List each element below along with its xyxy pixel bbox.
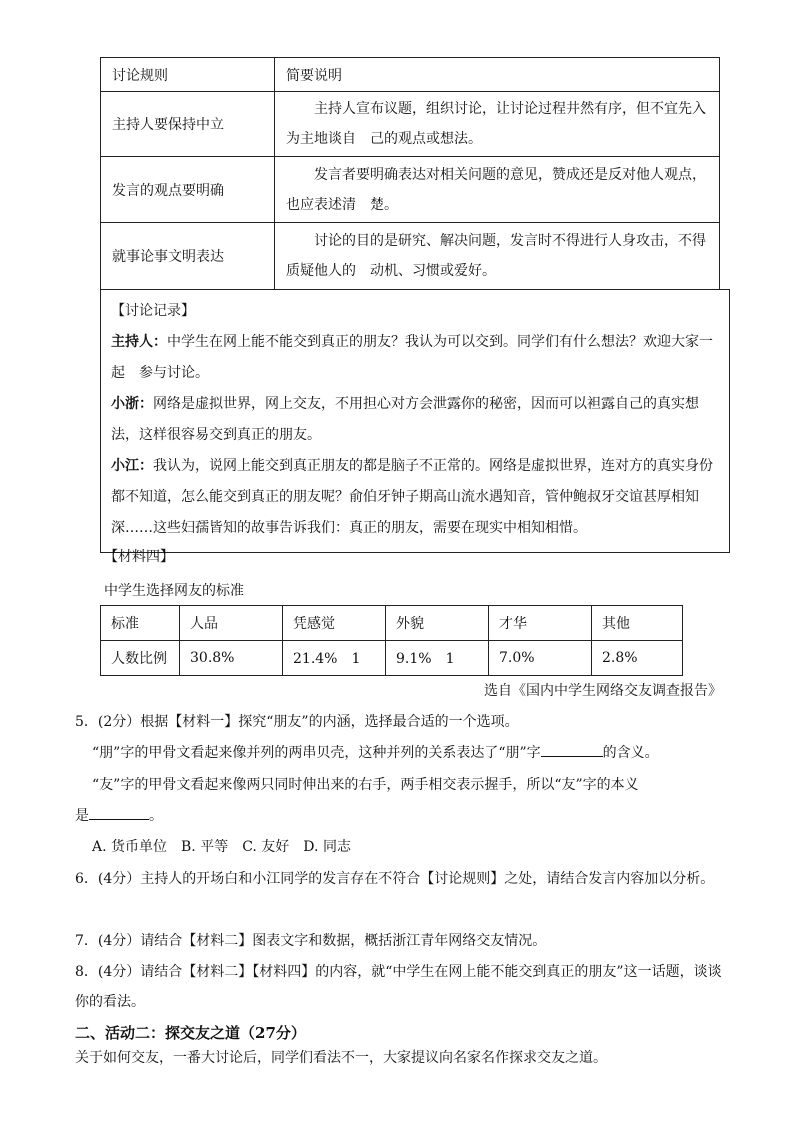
rules-row (101, 157, 720, 223)
q5-text: 。 (149, 808, 163, 824)
material4-caption: 中学生选择网友的标准 (104, 583, 244, 599)
rules-header-row (101, 58, 720, 92)
criteria-value-cell: 人数比例 (101, 641, 180, 676)
answer-blank[interactable] (89, 803, 149, 820)
rules-row (101, 92, 720, 157)
section-2-title: 二、活动二：探交友之道（27分） (75, 1024, 306, 1042)
criteria-header-cell: 凭感觉 (283, 606, 386, 641)
question-5-line3 (75, 801, 725, 831)
rule-desc: 主持人宣布议题，组织讨论，让讨论过程井然有序，但不宜先入为主地谈自 己的观点或想法。 (286, 101, 706, 147)
rule-name: 发言的观点要明确 (101, 157, 275, 223)
answer-blank[interactable] (541, 740, 603, 757)
criteria-value-row (101, 641, 683, 676)
entry-text: 我认为，说网上能交到真正朋友的都是脑子不正常的。网络是虚拟世界，连对方的真实身份都不知道，怎么能交到真正的朋友呢？俞伯牙钟子期高山流水遇知音，管仲鲍叔牙交谊甚厚相知深……这些妇孺皆知的故事告诉我们：真正的朋友，需要在现实中相知相惜。 (111, 458, 713, 536)
rules-row (101, 223, 720, 290)
rule-name: 主持人要保持中立 (101, 92, 275, 157)
question-5-options: A. 货币单位 B. 平等 C. 友好 D. 同志 (92, 839, 351, 855)
record-entry (111, 389, 719, 451)
criteria-header-row (101, 606, 683, 641)
entry-text: 网络是虚拟世界，网上交友，不用担心对方会泄露你的秘密，因而可以袒露自己的真实想法，这样很容易交到真正的朋友。 (111, 396, 699, 443)
rules-header-desc: 简要说明 (275, 58, 720, 92)
question-6: 6．(4分）主持人的开场白和小江同学的发言存在不符合【讨论规则】之处，请结合发言内容加以分析。 (75, 871, 715, 887)
material4-title: 【材料四】 (104, 549, 174, 565)
question-5-line2: “友”字的甲骨文看起来像两只同时伸出来的右手，两手相交表示握手，所以“友”字的本义 (92, 777, 639, 793)
rule-desc: 讨论的目的是研究、解决问题，发言时不得进行人身攻击，不得质疑他人的 动机、习惯或爱好。 (286, 233, 706, 279)
question-5: 5．(2分）根据【材料一】探究“朋友”的内涵，选择最合适的一个选项。 (75, 714, 519, 730)
speaker-host: 主持人： (111, 334, 167, 350)
speaker-xiaozhe: 小浙： (111, 396, 153, 412)
rule-name: 就事论事文明表达 (101, 223, 275, 290)
criteria-header-cell: 人品 (180, 606, 283, 641)
q5-text: 是 (75, 808, 89, 824)
rule-desc: 发言者要明确表达对相关问题的意见，赞成还是反对他人观点，也应表述清 楚。 (286, 166, 706, 213)
entry-text: 中学生在网上能不能交到真正的朋友？我认为可以交到。同学们有什么想法？欢迎大家一起 参与讨论。 (111, 334, 713, 381)
criteria-value-cell: 7.0% (489, 641, 592, 676)
rules-header-rule: 讨论规则 (101, 58, 275, 92)
friend-criteria-table (100, 605, 683, 676)
discussion-rules-table (100, 57, 720, 290)
criteria-header-cell: 标准 (101, 606, 180, 641)
material4-source: 选自《国内中学生网络交友调查报告》 (484, 683, 722, 699)
criteria-header-cell: 才华 (489, 606, 592, 641)
criteria-value-cell: 21.4% 1 (283, 641, 386, 676)
q5-text: “朋”字的甲骨文看起来像并列的两串贝壳，这种并列的关系表达了“朋”字 (92, 745, 541, 761)
criteria-value-cell: 30.8% (180, 641, 283, 676)
criteria-header-cell: 外貌 (386, 606, 489, 641)
question-5-line1 (92, 738, 732, 768)
criteria-value-cell: 2.8% (592, 641, 683, 676)
record-entry (111, 327, 719, 389)
criteria-header-cell: 其他 (592, 606, 683, 641)
speaker-xiaojiang: 小江： (111, 458, 153, 474)
record-title: 【讨论记录】 (111, 303, 195, 319)
section-2-intro: 关于如何交友，一番大讨论后，同学们看法不一，大家提议向名家名作探求交友之道。 (75, 1050, 607, 1066)
q5-text: 的含义。 (602, 745, 659, 761)
criteria-value-cell: 9.1% 1 (386, 641, 489, 676)
question-8: 8．(4分）请结合【材料二】【材料四】的内容，就“中学生在网上能不能交到真正的朋友”这一话题，谈谈你的看法。 (75, 964, 722, 1010)
record-entry (111, 451, 719, 544)
question-7: 7．(4分）请结合【材料二】图表文字和数据，概括浙江青年网络交友情况。 (75, 933, 547, 949)
discussion-record (100, 289, 730, 553)
